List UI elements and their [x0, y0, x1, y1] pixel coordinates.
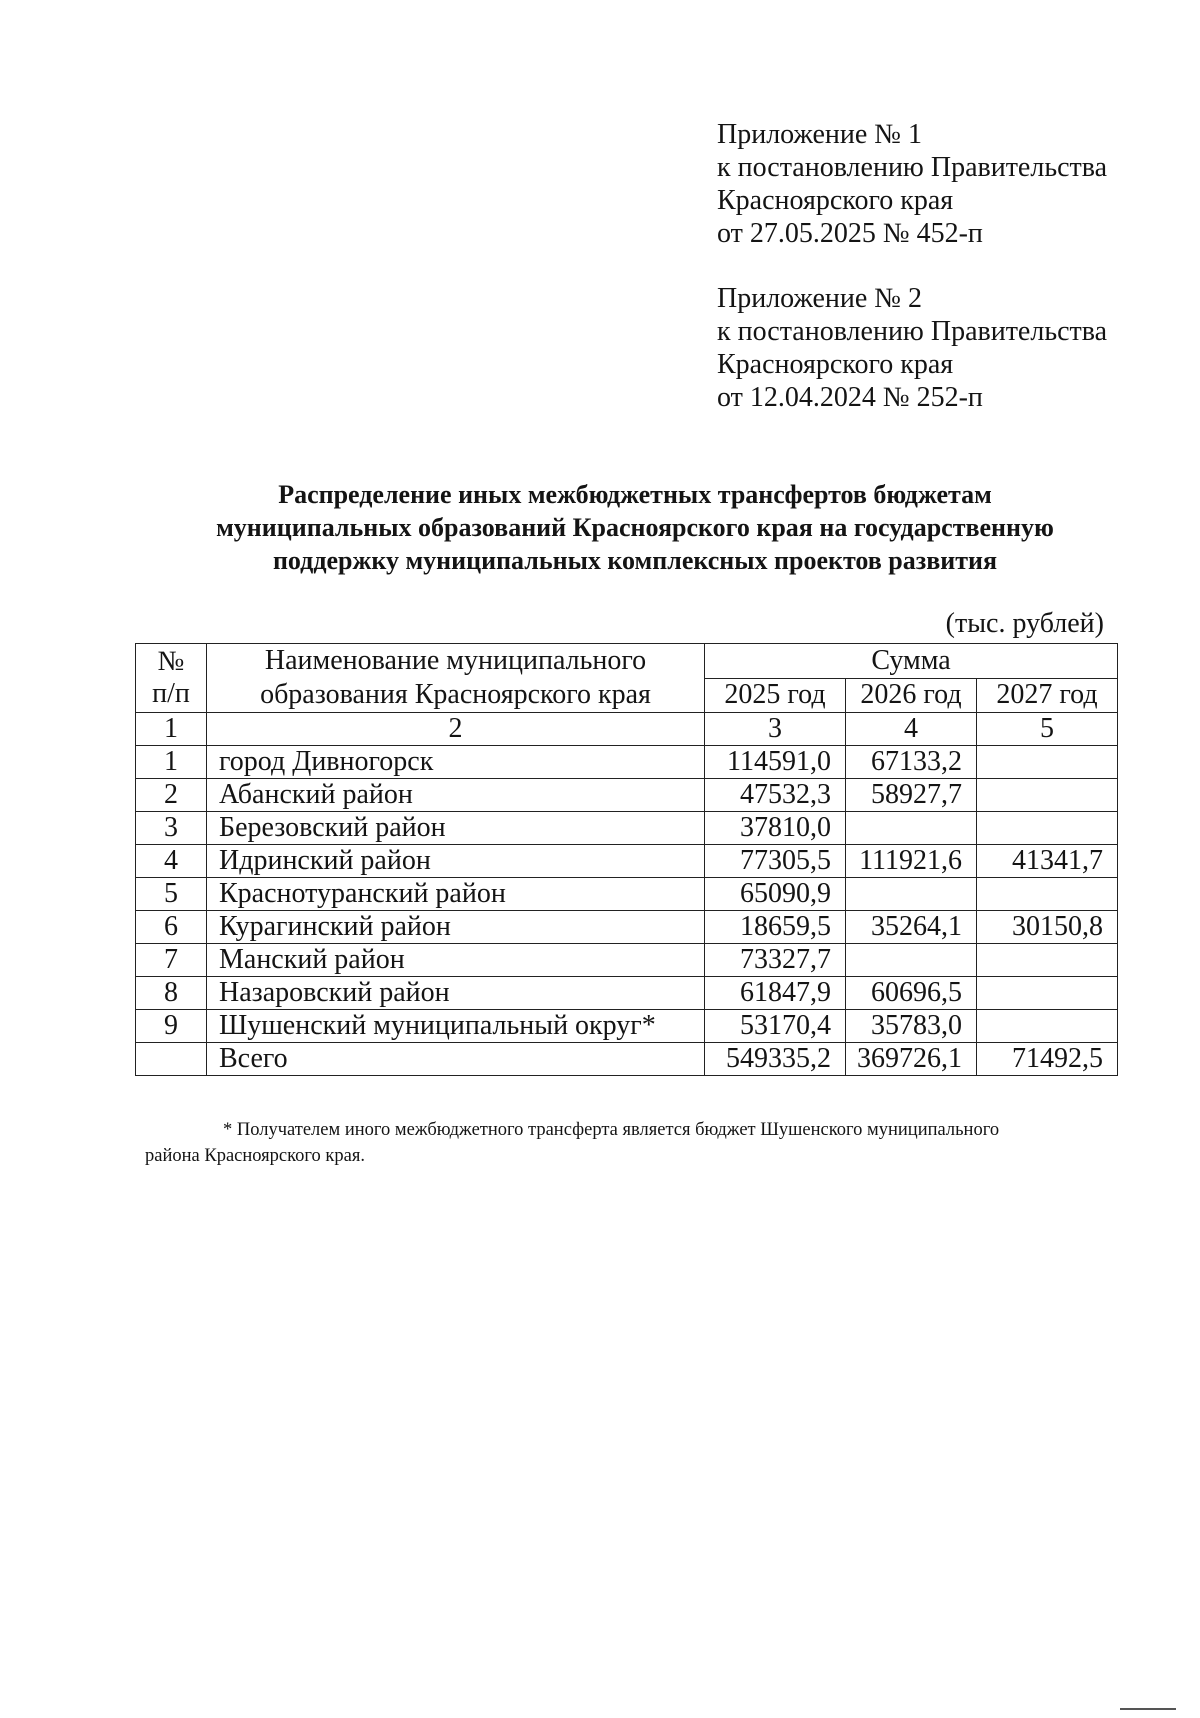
header-name-line-1: Наименование муниципального	[264, 645, 647, 676]
municipality-name-cell: Шушенский муниципальный округ*	[207, 1010, 705, 1043]
total-number-cell	[136, 1043, 207, 1076]
header-sum-cell: Сумма	[705, 644, 1118, 679]
table-row	[136, 878, 1118, 911]
table-row	[136, 779, 1118, 812]
header-year-2025: 2025 год	[705, 678, 846, 713]
amount-2026-cell	[846, 812, 977, 845]
appendix-1-title: Приложение № 1	[717, 119, 922, 150]
column-number-cell: 2	[207, 713, 705, 746]
amount-2027-cell	[977, 878, 1118, 911]
header-name-line-2: образования Красноярского края	[260, 679, 651, 710]
amount-2026-cell: 111921,6	[846, 845, 977, 878]
column-number-cell: 3	[705, 713, 846, 746]
amount-2025-cell: 73327,7	[705, 944, 846, 977]
column-number-cell: 1	[136, 713, 207, 746]
amount-2027-cell	[977, 779, 1118, 812]
table-header-row-1	[136, 644, 1118, 679]
page-bottom-rule	[1120, 1708, 1176, 1710]
row-number-cell: 1	[136, 746, 207, 779]
header-number-line-2: п/п	[152, 678, 190, 709]
amount-2025-cell: 114591,0	[705, 746, 846, 779]
amount-2025-cell: 61847,9	[705, 977, 846, 1010]
document-title-line-3: поддержку муниципальных комплексных проектов развития	[272, 546, 998, 575]
row-number-cell: 8	[136, 977, 207, 1010]
total-label-cell: Всего	[207, 1043, 705, 1076]
footnote	[145, 1117, 1117, 1169]
amount-2027-cell	[977, 944, 1118, 977]
row-number-cell: 6	[136, 911, 207, 944]
amount-2027-cell	[977, 1010, 1118, 1043]
units-label: (тыс. рублей)	[945, 608, 1104, 639]
budget-table-body	[136, 644, 1118, 1076]
document-title-line-1: Распределение иных межбюджетных трансфертов бюджетам	[278, 480, 992, 509]
amount-2025-cell: 65090,9	[705, 878, 846, 911]
amount-2026-cell: 60696,5	[846, 977, 977, 1010]
table-row	[136, 944, 1118, 977]
appendix-1-line-3: Красноярского края	[717, 185, 954, 216]
appendix-1-line-2: к постановлению Правительства	[717, 152, 1108, 183]
header-number-line-1: №	[157, 646, 185, 677]
amount-2025-cell: 37810,0	[705, 812, 846, 845]
header-number-cell	[136, 644, 207, 713]
footnote-line-2: района Красноярского края.	[145, 1146, 366, 1166]
row-number-cell: 4	[136, 845, 207, 878]
amount-2025-cell: 53170,4	[705, 1010, 846, 1043]
appendix-2-title: Приложение № 2	[717, 283, 922, 314]
header-name-cell	[207, 644, 705, 713]
amount-2027-cell: 30150,8	[977, 911, 1118, 944]
appendix-2-block	[717, 282, 1147, 414]
header-year-2026: 2026 год	[846, 678, 977, 713]
table-row	[136, 845, 1118, 878]
amount-2027-cell	[977, 746, 1118, 779]
column-number-cell: 5	[977, 713, 1118, 746]
row-number-cell: 3	[136, 812, 207, 845]
appendix-2-line-3: Красноярского края	[717, 349, 954, 380]
row-number-cell: 2	[136, 779, 207, 812]
municipality-name-cell: Назаровский район	[207, 977, 705, 1010]
amount-2026-cell: 35264,1	[846, 911, 977, 944]
amount-2026-cell: 67133,2	[846, 746, 977, 779]
appendix-1-block	[717, 118, 1147, 250]
municipality-name-cell: Березовский район	[207, 812, 705, 845]
footnote-line-1: * Получателем иного межбюджетного трансферта является бюджет Шушенского муниципального	[223, 1120, 1000, 1140]
row-number-cell: 5	[136, 878, 207, 911]
municipality-name-cell: Абанский район	[207, 779, 705, 812]
table-row	[136, 911, 1118, 944]
amount-2026-cell	[846, 878, 977, 911]
table-row	[136, 812, 1118, 845]
column-numbers-row	[136, 713, 1118, 746]
appendix-2-date-number: от 12.04.2024 № 252-п	[717, 382, 983, 413]
column-number-cell: 4	[846, 713, 977, 746]
row-number-cell: 9	[136, 1010, 207, 1043]
municipality-name-cell: город Дивногорск	[207, 746, 705, 779]
total-2027-cell: 71492,5	[977, 1043, 1118, 1076]
appendix-2-line-2: к постановлению Правительства	[717, 316, 1108, 347]
document-title	[130, 478, 1140, 577]
amount-2027-cell: 41341,7	[977, 845, 1118, 878]
header-year-2027: 2027 год	[977, 678, 1118, 713]
document-title-line-2: муниципальных образований Красноярского края на государственную	[216, 513, 1054, 542]
table-row	[136, 746, 1118, 779]
amount-2027-cell	[977, 977, 1118, 1010]
amount-2026-cell	[846, 944, 977, 977]
row-number-cell: 7	[136, 944, 207, 977]
table-row	[136, 977, 1118, 1010]
appendix-1-date-number: от 27.05.2025 № 452-п	[717, 218, 983, 249]
amount-2026-cell: 35783,0	[846, 1010, 977, 1043]
amount-2027-cell	[977, 812, 1118, 845]
amount-2025-cell: 18659,5	[705, 911, 846, 944]
municipality-name-cell: Курагинский район	[207, 911, 705, 944]
amount-2025-cell: 77305,5	[705, 845, 846, 878]
total-2025-cell: 549335,2	[705, 1043, 846, 1076]
municipality-name-cell: Краснотуранский район	[207, 878, 705, 911]
municipality-name-cell: Идринский район	[207, 845, 705, 878]
table-total-row	[136, 1043, 1118, 1076]
amount-2026-cell: 58927,7	[846, 779, 977, 812]
municipality-name-cell: Манский район	[207, 944, 705, 977]
amount-2025-cell: 47532,3	[705, 779, 846, 812]
table-row	[136, 1010, 1118, 1043]
total-2026-cell: 369726,1	[846, 1043, 977, 1076]
budget-table	[135, 643, 1118, 1076]
